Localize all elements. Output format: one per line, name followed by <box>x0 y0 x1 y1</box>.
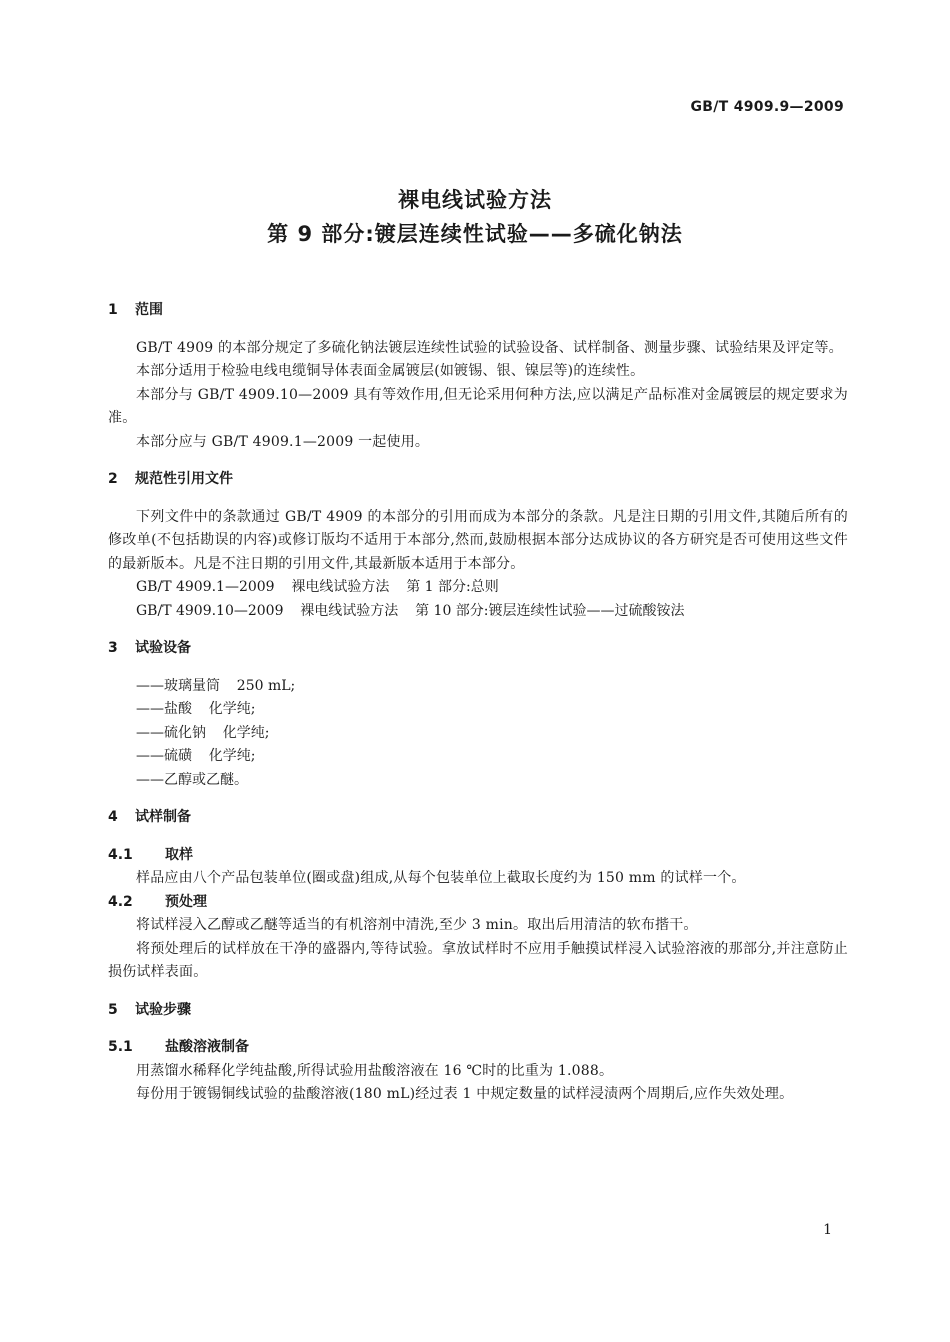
equipment-item <box>108 675 848 699</box>
equipment-item <box>108 769 848 793</box>
section-heading-normative-references <box>108 468 848 492</box>
equipment-item <box>108 698 848 722</box>
subsection-number: 4.1 <box>108 846 133 863</box>
reference-part: 第 1 部分:总则 <box>406 579 499 595</box>
paragraph: 样品应由八个产品包装单位(圈或盘)组成,从每个包装单位上截取长度约为 150 mm 的试样一个。 <box>136 870 746 886</box>
subsection-number: 4.2 <box>108 893 133 910</box>
paragraph: 每份用于镀锡铜线试验的盐酸溶液(180 mL)经过表 1 中规定数量的试样浸渍两个周期后,应作失效处理。 <box>136 1086 794 1102</box>
equipment-spec: 化学纯; <box>222 724 270 741</box>
document-body <box>108 299 848 1107</box>
section-number: 1 <box>108 302 118 318</box>
section-heading-specimen-preparation <box>108 806 848 830</box>
subsection-title: 取样 <box>165 846 193 863</box>
reference-title: 裸电线试验方法 <box>300 602 399 619</box>
paragraph: 本部分与 GB/T 4909.10—2009 具有等效作用,但无论采用何种方法,应以满足产品标准对金属镀层的规定要求为准。 <box>108 386 848 426</box>
section-heading-scope <box>108 299 848 323</box>
equipment-name: ——硫磺 <box>136 748 192 764</box>
document-title: 裸电线试验方法 <box>398 188 552 212</box>
section-number: 3 <box>108 640 118 656</box>
paragraph: 将试样浸入乙醇或乙醚等适当的有机溶剂中清洗,至少 3 min。取出后用清洁的软布揩干。 <box>136 917 698 933</box>
equipment-name: ——玻璃量筒 <box>136 677 220 694</box>
subsection-heading-hcl-solution <box>108 1036 848 1060</box>
equipment-spec: 化学纯; <box>208 701 256 717</box>
subsection-heading-pretreatment <box>108 891 848 915</box>
paragraph: 下列文件中的条款通过 GB/T 4909 的本部分的引用而成为本部分的条款。凡是注日期的引用文件,其随后所有的修改单(不包括勘误的内容)或修订版均不适用于本部分,然而,鼓励根据本部分达成协议的各方研究是否可使用这些文件的最新版本。凡是不注日期的引用文件,其最新版本适用于本部分。 <box>108 508 848 572</box>
reference-part: 第 10 部分:镀层连续性试验——过硫酸铵法 <box>415 602 685 619</box>
page-number: 1 <box>823 1222 832 1238</box>
section-title: 试验设备 <box>135 640 191 656</box>
paragraph: 用蒸馏水稀释化学纯盐酸,所得试验用盐酸溶液在 16 ℃时的比重为 1.088。 <box>136 1062 614 1079</box>
reference-code: GB/T 4909.1—2009 <box>136 579 275 595</box>
reference-entry <box>108 600 848 624</box>
equipment-spec: 化学纯; <box>208 748 256 764</box>
paragraph: GB/T 4909 的本部分规定了多硫化钠法镀层连续性试验的试验设备、试样制备、测量步骤、试验结果及评定等。 <box>136 339 843 356</box>
section-heading-test-procedure <box>108 999 848 1023</box>
subsection-number: 5.1 <box>108 1039 133 1055</box>
document-subtitle: 第 9 部分:镀层连续性试验——多硫化钠法 <box>267 222 683 246</box>
equipment-item <box>108 722 848 746</box>
section-title: 试验步骤 <box>135 1001 191 1018</box>
equipment-name: ——硫化钠 <box>136 724 206 741</box>
reference-entry <box>108 576 848 600</box>
reference-code: GB/T 4909.10—2009 <box>136 602 284 619</box>
paragraph: 本部分应与 GB/T 4909.1—2009 一起使用。 <box>136 433 430 450</box>
equipment-name: ——乙醇或乙醚。 <box>136 771 248 788</box>
equipment-spec: 250 mL; <box>236 677 296 694</box>
subsection-title: 预处理 <box>165 893 207 910</box>
section-heading-test-equipment <box>108 637 848 661</box>
section-number: 5 <box>108 1001 118 1018</box>
section-title: 试样制备 <box>135 809 191 825</box>
paragraph: 将预处理后的试样放在干净的盛器内,等待试验。拿放试样时不应用手触摸试样浸入试验溶液的那部分,并注意防止损伤试样表面。 <box>108 940 848 980</box>
subsection-title: 盐酸溶液制备 <box>165 1039 249 1055</box>
section-number: 4 <box>108 809 118 825</box>
section-title: 范围 <box>135 302 163 318</box>
section-title: 规范性引用文件 <box>135 471 233 487</box>
paragraph: 本部分适用于检验电线电缆铜导体表面金属镀层(如镀锡、银、镍层等)的连续性。 <box>136 363 645 379</box>
standard-number: GB/T 4909.9—2009 <box>690 99 844 115</box>
equipment-name: ——盐酸 <box>136 701 192 717</box>
subsection-heading-sampling <box>108 844 848 868</box>
reference-title: 裸电线试验方法 <box>291 579 390 595</box>
section-number: 2 <box>108 471 118 487</box>
equipment-item <box>108 745 848 769</box>
